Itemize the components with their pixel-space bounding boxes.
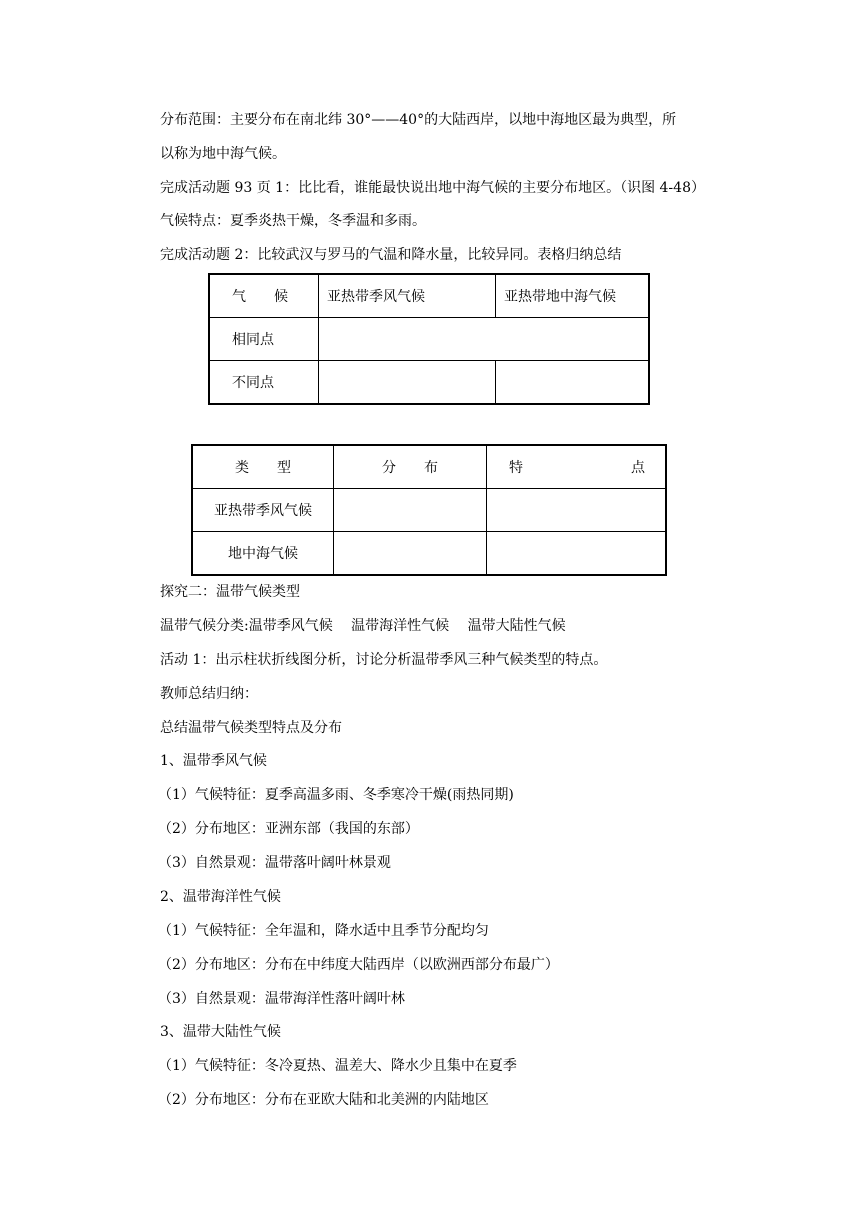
header-part: 特 [509, 460, 523, 476]
table-row [192, 445, 666, 489]
comparison-table [208, 273, 650, 405]
table-header-cell: 分 布 [334, 445, 487, 489]
table-cell [496, 361, 650, 405]
paragraph-distribution-2: 以称为地中海气候。 [160, 146, 286, 162]
table-row-label: 地中海气候 [192, 532, 334, 576]
table-header-cell [487, 445, 667, 489]
table-cell [319, 318, 650, 361]
text-line: （1）气候特征：夏季高温多雨、冬季寒冷干燥(雨热同期) [158, 787, 514, 803]
text-line: （1）气候特征：冬冷夏热、温差大、降水少且集中在夏季 [158, 1058, 517, 1074]
text-line: 探究二：温带气候类型 [160, 584, 300, 600]
table-row-label: 相同点 [209, 318, 319, 361]
table-row [209, 318, 649, 361]
paragraph-climate-features: 气候特点：夏季炎热干燥，冬季温和多雨。 [160, 213, 426, 229]
table-header-cell: 气 候 [209, 274, 319, 318]
text-line: （1）气候特征：全年温和，降水适中且季节分配均匀 [158, 923, 489, 939]
table-row [192, 489, 666, 532]
text-line: 1、温带季风气候 [160, 753, 267, 769]
paragraph-activity-1: 完成活动题 93 页 1：比比看，谁能最快说出地中海气候的主要分布地区。（识图 4-48） [160, 180, 705, 196]
table-cell [487, 532, 667, 576]
paragraph-distribution-1: 分布范围：主要分布在南北纬 30°——40°的大陆西岸，以地中海地区最为典型，所 [160, 112, 677, 128]
table-cell [319, 361, 496, 405]
text-line: （3）自然景观：温带落叶阔叶林景观 [158, 855, 391, 871]
text-line: （3）自然景观：温带海洋性落叶阔叶林 [158, 991, 405, 1007]
table-cell [334, 489, 487, 532]
text-line: （2）分布地区：亚洲东部（我国的东部） [158, 821, 419, 837]
table-cell [487, 489, 667, 532]
text-line: 活动 1：出示柱状折线图分析，讨论分析温带季风三种气候类型的特点。 [160, 652, 608, 668]
text-line: 教师总结归纳： [160, 686, 258, 702]
table-row [192, 532, 666, 576]
table-row-label: 不同点 [209, 361, 319, 405]
table-row-label: 亚热带季风气候 [192, 489, 334, 532]
climate-type-table [191, 444, 667, 576]
text-line: 3、温带大陆性气候 [160, 1024, 281, 1040]
header-part: 点 [631, 460, 645, 476]
text-line: 温带气候分类:温带季风气候 温带海洋性气候 温带大陆性气候 [160, 618, 566, 634]
table-header-cell: 亚热带季风气候 [319, 274, 496, 318]
table-header-cell: 亚热带地中海气候 [496, 274, 650, 318]
paragraph-activity-2: 完成活动题 2：比较武汉与罗马的气温和降水量，比较异同。表格归纳总结 [160, 247, 622, 263]
table-cell [334, 532, 487, 576]
table-row [209, 361, 649, 405]
text-line: （2）分布地区：分布在亚欧大陆和北美洲的内陆地区 [158, 1092, 489, 1108]
text-line: （2）分布地区：分布在中纬度大陆西岸（以欧洲西部分布最广） [158, 957, 559, 973]
table-row [209, 274, 649, 318]
text-line: 2、温带海洋性气候 [160, 889, 281, 905]
table-header-cell: 类 型 [192, 445, 334, 489]
text-line: 总结温带气候类型特点及分布 [160, 720, 342, 736]
